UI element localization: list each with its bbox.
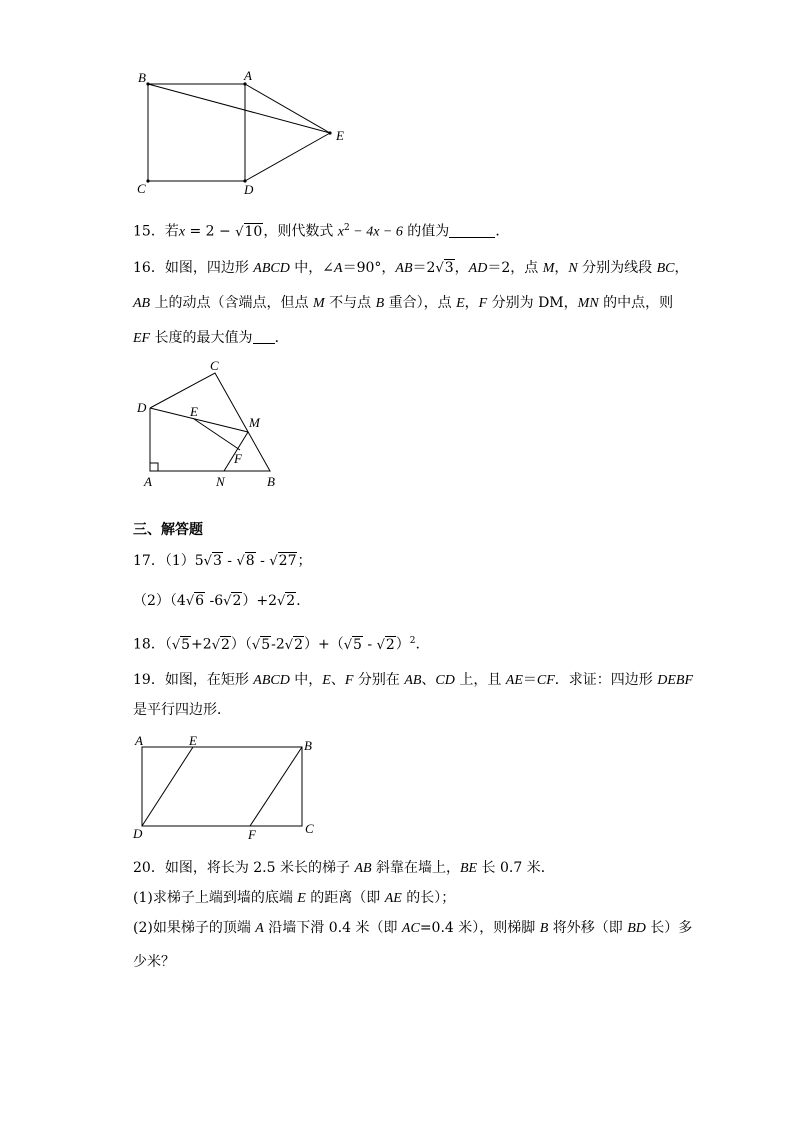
label-d: D [244, 182, 254, 197]
question-20-line-1: 20．如图，将长为 2.5 米长的梯子 AB 斜靠在墙上，BE 长 0.7 米． [133, 860, 555, 876]
question-19-line-1: 19．如图，在矩形 ABCD 中，E、F 分别在 AB、CD 上，且 AE＝CF．求证：四边形 DEBF [133, 672, 693, 688]
label-c: C [137, 181, 146, 196]
question-17-part-2: （2）（4√6 -6√2）+2√2． [133, 593, 311, 609]
label-c: C [305, 821, 314, 836]
label-n: N [216, 474, 225, 489]
segment-ed [142, 747, 193, 826]
section-heading: 三、解答题 [133, 522, 203, 538]
rectangle-abcd [142, 747, 302, 826]
label-e: E [336, 128, 344, 143]
label-b: B [267, 474, 275, 489]
label-m: M [249, 415, 260, 430]
label-a: A [244, 68, 252, 83]
question-15: 15．若x = 2 − √10，则代数式 $x^2 - 4x - 6$ 的值为 ． [133, 218, 693, 243]
figure-rectangle-debf [130, 733, 330, 843]
label-d: D [137, 400, 147, 415]
label-c: C [210, 358, 219, 373]
segment-ef [194, 419, 240, 450]
label-f: F [248, 827, 256, 842]
q15-number: 15．若 [133, 223, 179, 240]
question-17-part-1: 17．（1）5√3 - √8 - √27； [133, 553, 312, 569]
answer-blank-16[interactable] [253, 329, 275, 344]
label-a: A [135, 733, 143, 748]
point-e-dot [328, 131, 331, 134]
square-abcd [148, 84, 245, 181]
segment-be [148, 84, 330, 133]
figure-quadrilateral-abcd-mn [130, 355, 290, 495]
figure-square-abcd-e [130, 66, 360, 200]
question-19-line-2: 是平行四边形． [133, 702, 231, 718]
radical-3: √3 [435, 260, 454, 276]
segment-bf [250, 747, 302, 826]
right-angle-mark [150, 463, 158, 471]
label-b: B [138, 70, 146, 85]
segment-dm [150, 408, 248, 432]
radical-10: √10 [235, 223, 263, 240]
segment-ae [245, 84, 330, 133]
segment-de [245, 133, 330, 181]
label-d: D [133, 826, 143, 841]
label-e: E [190, 404, 198, 419]
question-20-line-3: (2)如果梯子的顶端 A 沿墙下滑 0.4 米（即 AC=0.4 米），则梯脚 B 将外移（即 BD 长）多 [133, 920, 693, 936]
question-16-line-3: EF 长度的最大值为 ． [133, 330, 289, 346]
question-16-line-1: 16．如图，四边形 ABCD 中，∠A＝90°，AB＝2√3，AD＝2，点 M，N 分别为线段 BC， [133, 258, 693, 279]
question-18: 18．（√5+2√2）（√5-2√2）+（√5 - √2）$^2$. [133, 636, 420, 653]
answer-blank-15[interactable] [449, 223, 495, 238]
point-c-dot [146, 179, 149, 182]
question-20-line-2: (1)求梯子上端到墙的底端 E 的距离（即 AE 的长）； [133, 890, 456, 906]
label-a: A [144, 474, 152, 489]
question-20-line-4: 少米？ [133, 954, 175, 970]
point-b-dot [146, 82, 149, 85]
label-e: E [189, 733, 197, 748]
label-f: F [234, 451, 242, 466]
question-16-line-2: AB 上的动点（含端点，但点 M 不与点 B 重合），点 E，F 分别为 DM，MN 的中点，则 [133, 295, 674, 311]
label-b: B [304, 738, 312, 753]
